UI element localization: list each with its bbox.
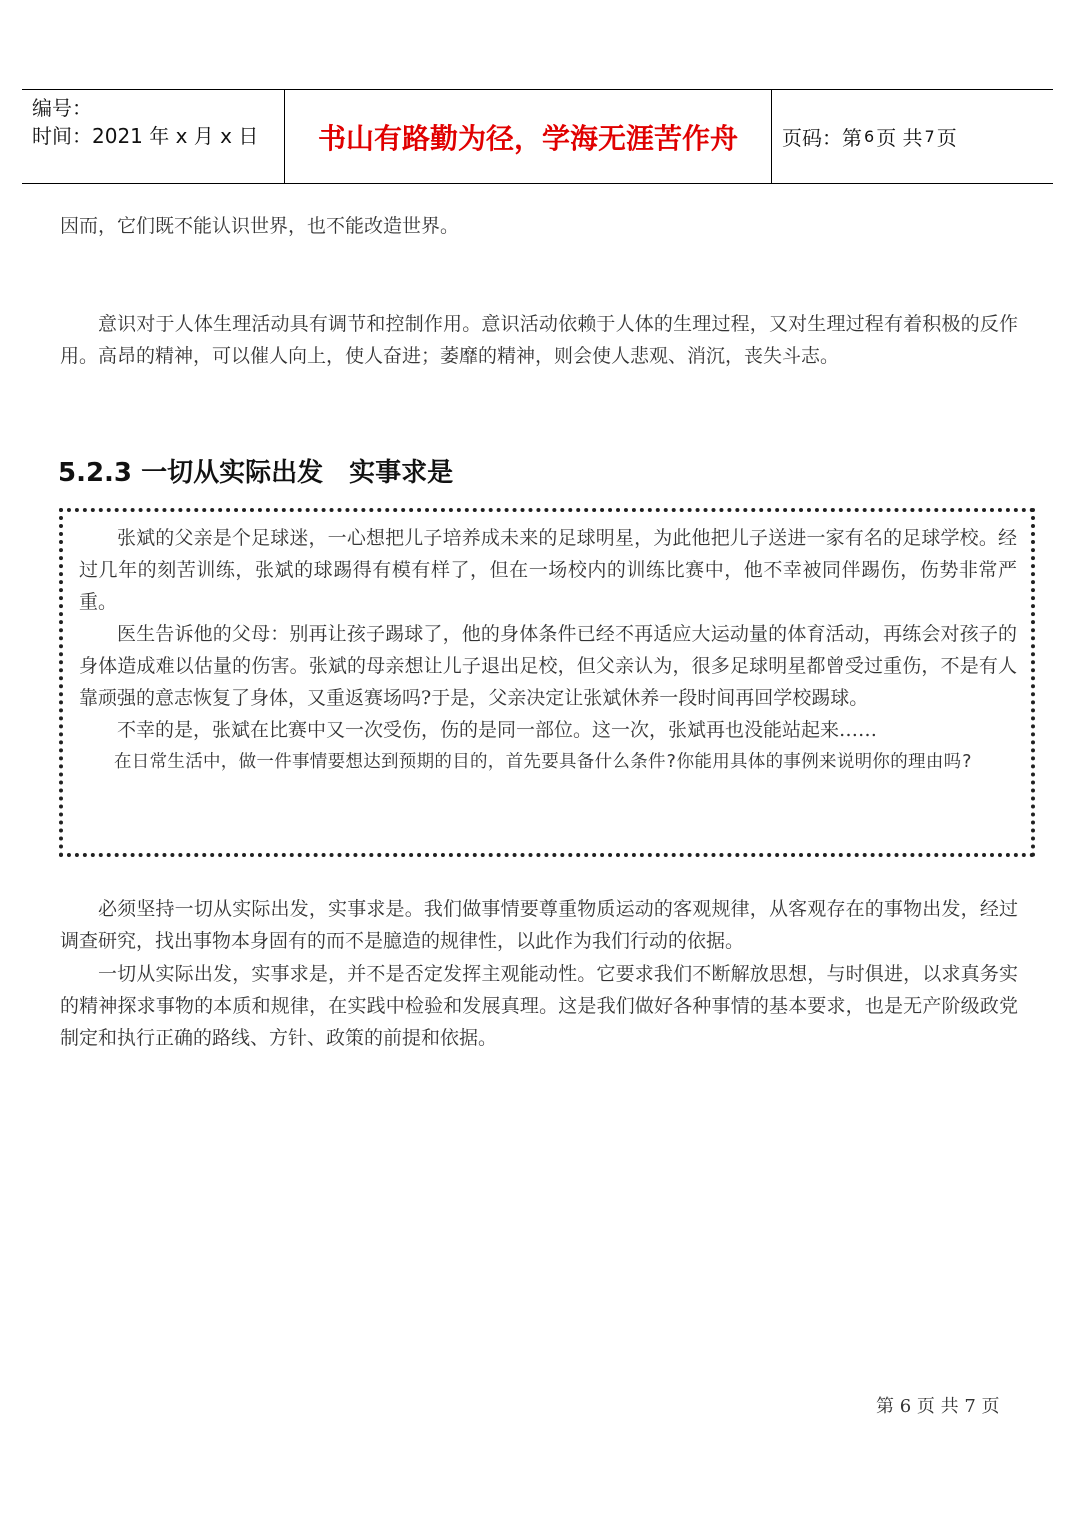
page-current: 6 — [864, 127, 875, 146]
page-total: 7 — [924, 127, 935, 146]
time-label: 时间：2021 年 x 月 x 日 — [32, 124, 259, 148]
case-question: 在日常生活中，做一件事情要想达到预期的目的，首先要具备什么条件?你能用具体的事例来说明你的理由吗? — [114, 752, 973, 772]
header-page-number — [782, 90, 1052, 183]
paragraph-1: 因而，它们既不能认识世界，也不能改造世界。 — [60, 215, 460, 237]
case-paragraph-1: 张斌的父亲是个足球迷，一心想把儿子培养成未来的足球明星，为此他把儿子送进一家有名的足球学校。经过几年的刻苦训练，张斌的球踢得有模有样了，但在一场校内的训练比赛中，他不幸被同伴踢伤，伤势非常严重。 — [79, 527, 1017, 613]
paragraph-4: 一切从实际出发，实事求是，并不是否定发挥主观能动性。它要求我们不断解放思想，与时俱进，以求真务实的精神探求事物的本质和规律，在实践中检验和发展真理。这是我们做好各种事情的基本要求，也是无产阶级政党制定和执行正确的路线、方针、政策的前提和依据。 — [60, 963, 1018, 1049]
paragraph-3: 必须坚持一切从实际出发，实事求是。我们做事情要尊重物质运动的客观规律，从客观存在的事物出发，经过调查研究，找出事物本身固有的而不是臆造的规律性，以此作为我们行动的依据。 — [60, 898, 1018, 952]
page-prefix: 页码：第 — [782, 126, 862, 150]
case-paragraph-3: 不幸的是，张斌在比赛中又一次受伤，伤的是同一部位。这一次，张斌再也没能站起来…… — [117, 719, 878, 741]
paragraph-2: 意识对于人体生理活动具有调节和控制作用。意识活动依赖于人体的生理过程，又对生理过程有着积极的反作用。高昂的精神，可以催人向上，使人奋进；萎靡的精神，则会使人悲观、消沉，丧失斗志。 — [60, 313, 1018, 367]
page-footer: 第 6 页 共 7 页 — [876, 1396, 1000, 1417]
section-heading: 5.2.3 一切从实际出发 实事求是 — [58, 458, 454, 488]
header-motto: 书山有路勤为径，学海无涯苦作舟 — [284, 90, 772, 183]
page-header — [22, 89, 1053, 184]
header-meta — [32, 90, 282, 187]
case-study-box — [59, 508, 1035, 857]
number-label: 编号： — [32, 96, 92, 120]
page-suffix: 页 — [936, 126, 957, 150]
page-mid: 页 共 — [876, 126, 923, 150]
case-paragraph-2: 医生告诉他的父母：别再让孩子踢球了，他的身体条件已经不再适应大运动量的体育活动，再练会对孩子的身体造成难以估量的伤害。张斌的母亲想让儿子退出足校，但父亲认为，很多足球明星都曾受过重伤，不是有人靠顽强的意志恢复了身体，又重返赛场吗?于是，父亲决定让张斌休养一段时间再回学校踢球。 — [79, 623, 1017, 709]
